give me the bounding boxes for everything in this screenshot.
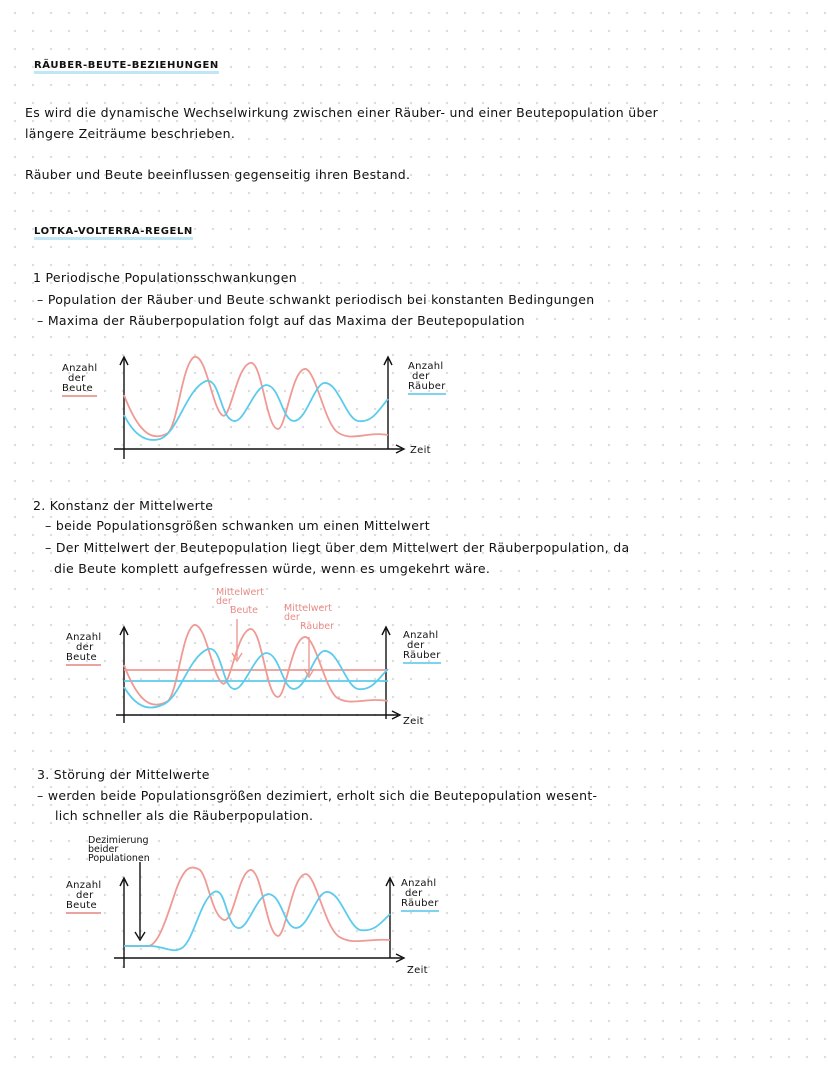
rule1-bullet-1-text: Population der Räuber und Beute schwankt periodisch bei konstanten Bedingungen (47, 292, 595, 307)
rule1-bullet-2: – Maxima der Räuberpopulation folgt auf das Maxima der Beutepopulation (37, 313, 525, 328)
chart3-left-axis-label (66, 881, 101, 914)
annotation-mean-prey (216, 588, 264, 615)
chart2-predator-curve (124, 649, 388, 708)
intro-line-2: längere Zeiträume beschrieben. (25, 126, 236, 141)
rule3-bullet-1-continued: lich schneller als die Räuberpopulation. (55, 808, 314, 823)
chart1-population-oscillation (110, 345, 410, 460)
annotation-decimation-3: Populationen (88, 853, 150, 864)
chart1-x-axis-label: Zeit (410, 445, 431, 456)
chart2-right-label-1: Anzahl (403, 630, 439, 641)
chart3-left-label-2: der (76, 890, 94, 901)
intro-line-3: Räuber und Beute beeinflussen gegenseitig ihren Bestand. (25, 167, 411, 182)
chart3-right-label-1: Anzahl (401, 878, 437, 889)
annotation-decimation-1: Dezimierung (88, 835, 149, 846)
rule2-bullet-2: – Der Mittelwert der Beutepopulation liegt über dem Mittelwert der Räuberpopulation, da (45, 540, 630, 555)
chart1-right-label-2: der (412, 371, 430, 382)
chart3-x-axis-label: Zeit (407, 965, 428, 976)
rule3-bullet-1: – werden beide Populationsgrößen dezimiert, erholt sich die Beutepopulation wesent- (37, 788, 598, 803)
section-title: LOTKA-VOLTERRA-REGELN (34, 226, 193, 240)
rule2-bullet-2-continued: die Beute komplett aufgefressen würde, wenn es umgekehrt wäre. (54, 561, 491, 576)
chart3-right-label-3: Räuber (401, 899, 439, 912)
page-title: RÄUBER-BEUTE-BEZIEHUNGEN (34, 60, 219, 74)
annotation-mean-prey-2: der (216, 596, 232, 607)
chart2-mean-values (112, 612, 412, 730)
chart3-prey-curve (124, 867, 390, 946)
annotation-mean-predator-2: der (284, 612, 300, 623)
chart1-prey-curve (124, 357, 388, 437)
chart3-left-label-1: Anzahl (66, 880, 102, 891)
chart3-left-label-3: Beute (66, 901, 101, 914)
chart1-right-label-3: Räuber (408, 382, 446, 395)
chart2-left-label-1: Anzahl (66, 632, 102, 643)
chart2-right-label-3: Räuber (403, 651, 441, 664)
annotation-mean-prey-3: Beute (230, 605, 258, 616)
rule1-bullet-1: – Population der Räuber und Beute schwankt periodisch bei konstanten Bedingungen (37, 292, 595, 307)
chart1-left-axis-label (62, 364, 97, 397)
chart2-prey-curve (124, 625, 388, 705)
rule3-bullet-1-text: werden beide Populationsgrößen dezimiert, erholt sich die Beutepopulation wesent- (47, 788, 598, 803)
chart3-right-label-2: der (405, 888, 423, 899)
annotation-mean-predator-1: Mittelwert (284, 603, 333, 614)
chart2-left-label-2: der (76, 642, 94, 653)
chart1-left-label-2: der (68, 373, 86, 384)
rule3-heading: 3. Störung der Mittelwerte (37, 767, 210, 782)
chart1-predator-curve (124, 381, 388, 440)
chart2-x-axis-label: Zeit (403, 716, 424, 727)
annotation-mean-predator-3: Räuber (300, 621, 335, 632)
chart1-right-axis-label (408, 362, 446, 395)
chart2-left-axis-label (66, 633, 101, 666)
annotation-mean-prey-1: Mittelwert (216, 587, 265, 598)
intro-line-1: Es wird die dynamische Wechselwirkung zwischen einer Räuber- und einer Beutepopulation über (25, 105, 659, 120)
chart2-right-label-2: der (407, 640, 425, 651)
chart1-left-label-1: Anzahl (62, 363, 98, 374)
chart1-left-label-3: Beute (62, 384, 97, 397)
chart2-left-label-3: Beute (66, 653, 101, 666)
annotation-decimation-2: beider (88, 844, 119, 855)
chart1-right-label-1: Anzahl (408, 361, 444, 372)
rule2-bullet-1-text: beide Populationsgrößen schwanken um einen Mittelwert (55, 518, 430, 533)
rule2-bullet-1: – beide Populationsgrößen schwanken um einen Mittelwert (45, 518, 430, 533)
rule2-heading: 2. Konstanz der Mittelwerte (33, 498, 214, 513)
rule2-bullet-2-text: Der Mittelwert der Beutepopulation liegt über dem Mittelwert der Räuberpopulation, da (55, 540, 630, 555)
chart3-disturbance (110, 850, 410, 970)
rule1-heading: 1 Periodische Populationsschwankungen (33, 270, 297, 285)
rule1-bullet-2-text: Maxima der Räuberpopulation folgt auf das Maxima der Beutepopulation (47, 313, 525, 328)
